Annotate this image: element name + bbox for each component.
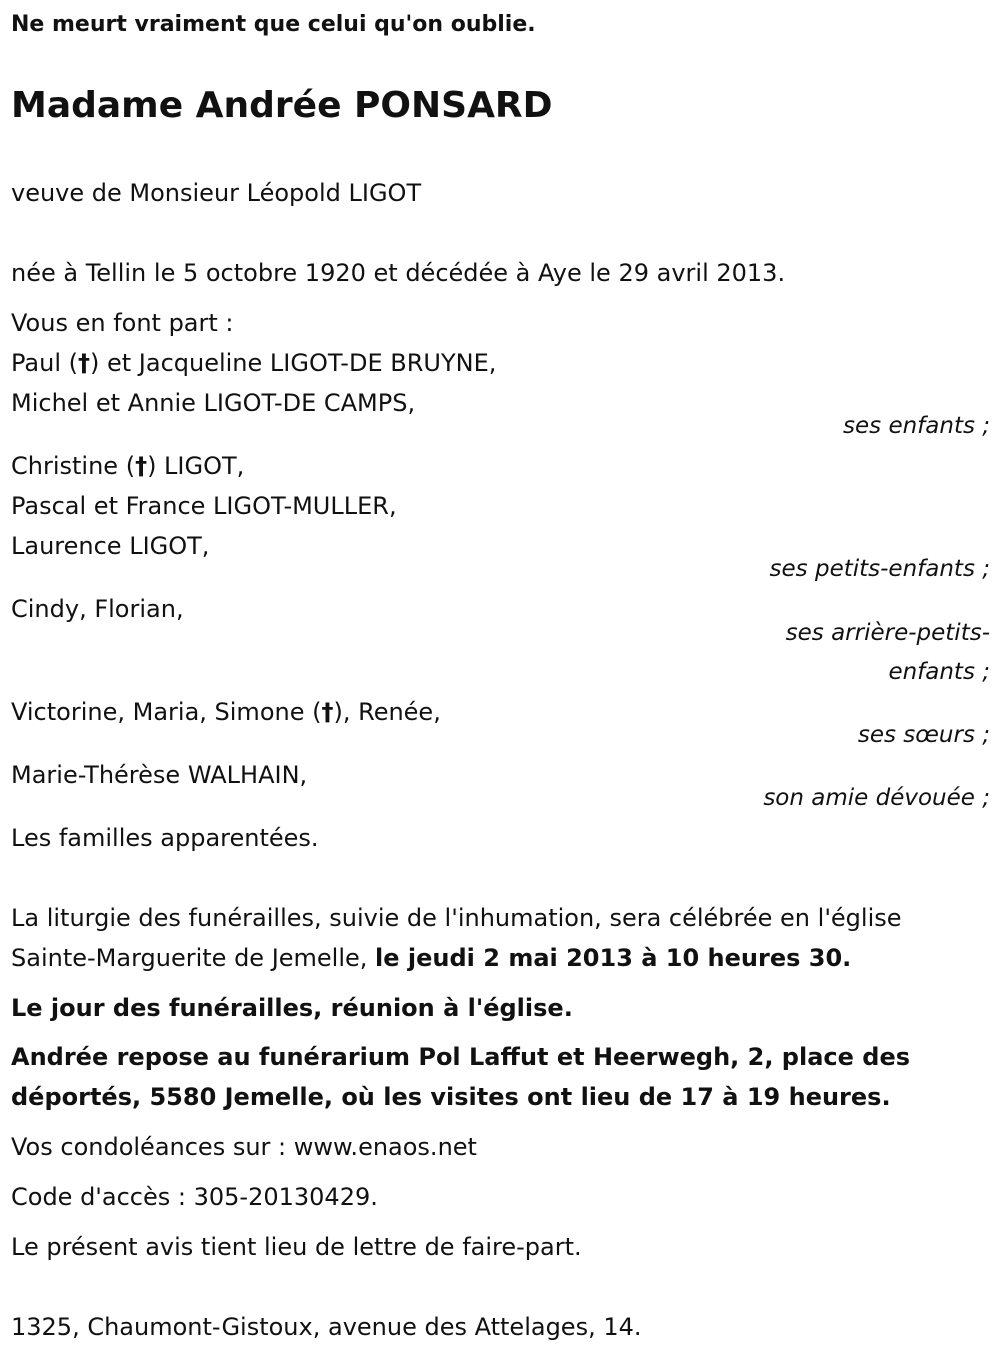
sisters-role: ses sœurs ; (857, 722, 990, 748)
address-line: 1325, Chaumont-Gistoux, avenue des Attelages, 14. (11, 1313, 642, 1341)
grandchildren-line-2: Pascal et France LIGOT-MULLER, (11, 492, 397, 520)
friend-role: son amie dévouée ; (763, 785, 990, 811)
widow-line: veuve de Monsieur Léopold LIGOT (11, 179, 422, 207)
great-grandchildren-role-2: enfants ; (888, 659, 990, 685)
meeting-line: Le jour des funérailles, réunion à l'église. (11, 994, 573, 1022)
motto: Ne meurt vraiment que celui qu'on oublie. (11, 12, 536, 37)
great-grandchildren-role-1: ses arrière-petits- (785, 620, 990, 646)
access-code-line: Code d'accès : 305-20130429. (11, 1183, 378, 1211)
announce-intro: Vous en font part : (11, 309, 234, 337)
funerarium-line-1: Andrée repose au funérarium Pol Laffut et Heerwegh, 2, place des (11, 1043, 911, 1071)
birth-death-line: née à Tellin le 5 octobre 1920 et décédée à Aye le 29 avril 2013. (11, 259, 786, 287)
notice-line: Le présent avis tient lieu de lettre de faire-part. (11, 1233, 582, 1261)
funerarium-line-2: déportés, 5580 Jemelle, où les visites ont lieu de 17 à 19 heures. (11, 1083, 891, 1111)
liturgy-date: le jeudi 2 mai 2013 à 10 heures 30. (375, 944, 852, 972)
condolences-line: Vos condoléances sur : www.enaos.net (11, 1133, 477, 1161)
cross-icon: † (77, 349, 90, 377)
sisters-line-1: Victorine, Maria, Simone (†), Renée, (11, 698, 441, 726)
liturgy-line-2: Sainte-Marguerite de Jemelle, le jeudi 2 mai 2013 à 10 heures 30. (11, 944, 852, 972)
grandchildren-line-1: Christine (†) LIGOT, (11, 452, 245, 480)
grandchildren-line-3: Laurence LIGOT, (11, 532, 210, 560)
great-grandchildren-line-1: Cindy, Florian, (11, 595, 184, 623)
grandchildren-role: ses petits-enfants ; (769, 556, 990, 582)
families-line: Les familles apparentées. (11, 824, 319, 852)
cross-icon: † (135, 452, 148, 480)
children-line-2: Michel et Annie LIGOT-DE CAMPS, (11, 389, 416, 417)
liturgy-line-1: La liturgie des funérailles, suivie de l'inhumation, sera célébrée en l'église (11, 904, 902, 932)
deceased-name: Madame Andrée PONSARD (11, 85, 553, 126)
cross-icon: † (321, 698, 334, 726)
children-role: ses enfants ; (843, 413, 990, 439)
friend-line-1: Marie-Thérèse WALHAIN, (11, 761, 308, 789)
children-line-1: Paul (†) et Jacqueline LIGOT-DE BRUYNE, (11, 349, 497, 377)
